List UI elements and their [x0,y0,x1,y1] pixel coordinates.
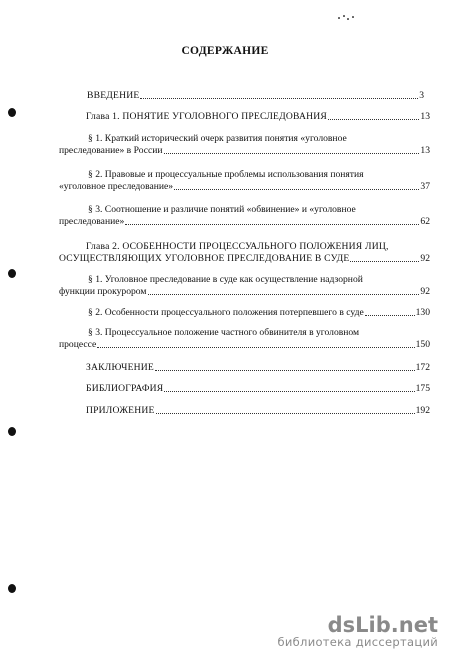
toc-page-number: 150 [415,338,430,350]
scan-specks [338,14,358,20]
leader-dots [140,98,418,99]
leader-dots [125,224,419,225]
toc-label-line-1: § 3. Процессуальное положение частного обвинителя в уголовном [88,327,360,338]
toc-page-number: 37 [420,180,430,192]
toc-entry-appendix[interactable] [86,405,430,417]
toc-label-line-2: преследование» в России [59,144,163,156]
toc-entry-section-1-1[interactable] [59,133,430,156]
toc-page-number: 175 [415,383,430,394]
toc-entry-conclusion[interactable] [86,362,430,374]
toc-label-line-2: процессе [59,338,97,350]
toc-page-number: 192 [415,405,430,416]
toc-label-line-1: Глава 2. ОСОБЕННОСТИ ПРОЦЕССУАЛЬНОГО ПОЛОЖЕНИЯ ЛИЦ, [86,241,389,252]
toc-page-number: 172 [415,362,430,373]
toc-entry-section-1-3[interactable] [59,204,430,227]
toc-entry-introduction[interactable] [87,90,424,102]
leader-dots [164,391,414,392]
toc-page-number: 13 [420,144,430,156]
toc-page-number: 130 [415,307,430,318]
toc-page-number: 92 [420,252,430,264]
toc-entry-section-1-2[interactable] [59,169,430,192]
toc-page-number: 3 [419,90,424,101]
punch-hole-top [8,108,16,117]
watermark [277,615,438,649]
toc-page-number: 13 [420,111,430,122]
punch-hole-lower [8,427,16,436]
leader-dots [174,189,419,190]
toc-label-line-2: преследование» [59,215,125,227]
toc-label-line-2: ОСУЩЕСТВЛЯЮЩИХ УГОЛОВНОЕ ПРЕСЛЕДОВАНИЕ В СУДЕ [59,252,350,264]
page-title: СОДЕРЖАНИЕ [181,45,269,57]
toc-entry-section-2-3[interactable] [59,327,430,350]
toc-entry-section-2-2[interactable] [88,307,430,319]
toc-label: БИБЛИОГРАФИЯ [86,383,164,394]
leader-dots [350,261,419,262]
toc-page-number: 92 [420,285,430,297]
leader-dots [328,119,419,120]
toc-label: Глава 1. ПОНЯТИЕ УГОЛОВНОГО ПРЕСЛЕДОВАНИЯ [86,111,327,122]
toc-label: § 2. Особенности процессуального положения потерпевшего в суде [88,307,364,318]
toc-entry-bibliography[interactable] [86,383,430,395]
leader-dots [148,294,420,295]
watermark-subtitle: библиотека диссертаций [277,635,438,649]
toc-label: ЗАКЛЮЧЕНИЕ [86,362,154,373]
leader-dots [156,413,415,414]
toc-label-line-1: § 1. Уголовное преследование в суде как осуществление надзорной [88,274,363,285]
toc-label-line-2: «уголовное преследование» [59,180,174,192]
leader-dots [97,347,414,348]
toc-label-line-2: функции прокурором [59,285,147,297]
punch-hole-bottom [8,584,16,593]
toc-page-number: 62 [420,215,430,227]
toc-label: ВВЕДЕНИЕ [87,90,140,101]
leader-dots [155,370,415,371]
toc-entry-chapter-2[interactable] [59,241,430,264]
toc-label-line-1: § 1. Краткий исторический очерк развития понятия «уголовное [88,133,347,144]
leader-dots [164,153,420,154]
watermark-logo: dsLib.net [327,613,438,637]
toc-entry-chapter-1[interactable] [86,111,430,123]
toc-label: ПРИЛОЖЕНИЕ [86,405,155,416]
toc-label-line-1: § 3. Соотношение и различие понятий «обвинение» и «уголовное [88,204,356,215]
toc-entry-section-2-1[interactable] [59,274,430,297]
punch-hole-middle [8,269,16,278]
toc-label-line-1: § 2. Правовые и процессуальные проблемы использования понятия [88,169,364,180]
leader-dots [365,315,415,316]
